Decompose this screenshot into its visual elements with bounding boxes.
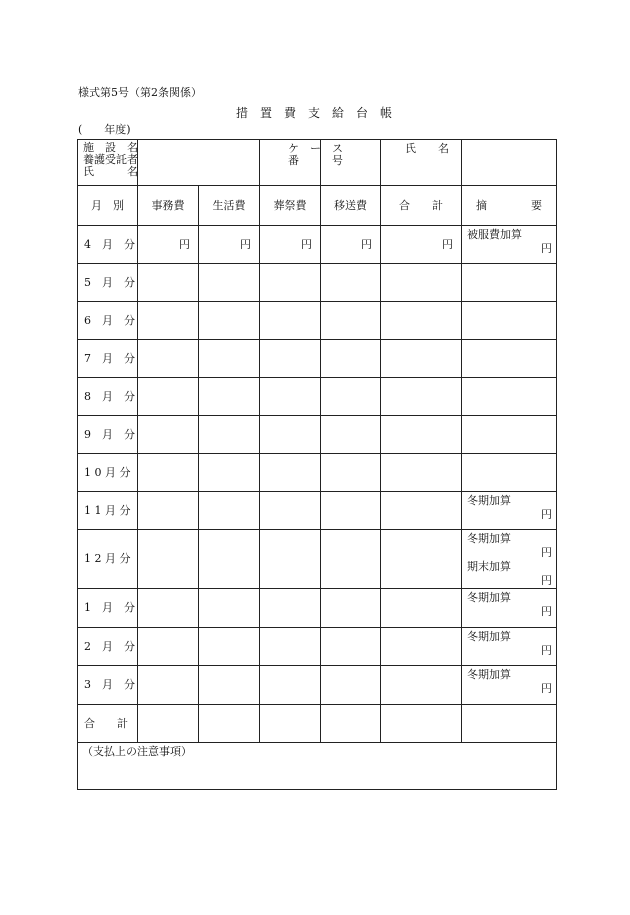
facility-value-cell[interactable]: [138, 140, 260, 186]
transfer-amount-cell[interactable]: [321, 340, 381, 378]
case-number-label-line: ケ ー ス: [288, 142, 343, 155]
month-row: [78, 416, 557, 454]
month-label: 1 月 分: [78, 589, 138, 628]
living-amount-cell[interactable]: [199, 378, 260, 416]
living-amount-cell[interactable]: [199, 454, 260, 492]
month-row: [78, 340, 557, 378]
month-row: [78, 378, 557, 416]
transfer-amount-cell[interactable]: [321, 666, 381, 705]
office-amount-cell[interactable]: [138, 492, 199, 530]
funeral-amount-cell[interactable]: [260, 589, 321, 628]
payment-notes-label: （支払上の注意事項）: [82, 745, 192, 758]
funeral-amount-cell[interactable]: 円: [260, 226, 321, 264]
remarks-cell[interactable]: [462, 226, 557, 264]
grand-total-transfer-cell[interactable]: [321, 705, 381, 743]
living-amount-cell[interactable]: [199, 589, 260, 628]
remarks-cell[interactable]: [462, 264, 557, 302]
office-amount-cell[interactable]: [138, 628, 199, 666]
payment-notes-row: [78, 743, 557, 790]
total-amount-cell[interactable]: [381, 454, 462, 492]
case-number-label: [260, 140, 343, 186]
remark-yen-mark: 円: [541, 242, 552, 255]
remark-label: 冬期加算: [467, 630, 511, 643]
living-amount-cell[interactable]: [199, 264, 260, 302]
total-amount-cell[interactable]: [381, 416, 462, 454]
name-label-text: 氏 名: [405, 142, 449, 155]
remark-yen-mark: 円: [541, 574, 552, 587]
office-amount-cell[interactable]: [138, 589, 199, 628]
facility-label-line: 施 設 名: [83, 141, 138, 154]
column-header-row: [78, 186, 557, 226]
column-header-funeral: 葬祭費: [260, 186, 321, 226]
column-header-remarks: 摘 要: [462, 186, 557, 226]
office-amount-cell[interactable]: [138, 454, 199, 492]
remark-label: 冬期加算: [467, 668, 511, 681]
funeral-amount-cell[interactable]: [260, 378, 321, 416]
remark-yen-mark: 円: [541, 546, 552, 559]
transfer-amount-cell[interactable]: [321, 628, 381, 666]
column-header-office: 事務費: [138, 186, 199, 226]
total-amount-cell[interactable]: [381, 264, 462, 302]
transfer-amount-cell[interactable]: [321, 492, 381, 530]
month-row: [78, 492, 557, 530]
remark-yen-mark: 円: [541, 644, 552, 657]
column-header-transfer: 移送費: [321, 186, 381, 226]
funeral-amount-cell[interactable]: [260, 628, 321, 666]
total-amount-cell[interactable]: [381, 589, 462, 628]
remarks-cell[interactable]: [462, 492, 557, 530]
form-number: 様式第5号（第2条関係）: [78, 86, 202, 99]
column-header-month: 月 別: [78, 186, 138, 226]
remarks-cell[interactable]: [462, 340, 557, 378]
remarks-cell[interactable]: [462, 302, 557, 340]
living-amount-cell[interactable]: [199, 340, 260, 378]
transfer-amount-cell[interactable]: [321, 454, 381, 492]
month-label: 1 1 月 分: [78, 492, 138, 530]
month-row: [78, 264, 557, 302]
remarks-cell[interactable]: [462, 666, 557, 705]
remark-label: 冬期加算: [467, 494, 511, 507]
name-label: [381, 140, 462, 186]
remarks-cell[interactable]: [462, 454, 557, 492]
document-title: 措 置 費 支 給 台 帳: [236, 106, 393, 120]
month-label: 3 月 分: [78, 666, 138, 705]
remark-yen-mark: 円: [541, 508, 552, 521]
month-row: [78, 628, 557, 666]
remark-yen-mark: 円: [541, 682, 552, 695]
grand-total-funeral-cell[interactable]: [260, 705, 321, 743]
total-amount-cell[interactable]: [381, 378, 462, 416]
info-row: [78, 140, 557, 186]
office-amount-cell[interactable]: [138, 378, 199, 416]
living-amount-cell[interactable]: [199, 530, 260, 589]
total-amount-cell[interactable]: 円: [381, 226, 462, 264]
name-value-cell[interactable]: [462, 140, 557, 186]
remarks-cell[interactable]: [462, 628, 557, 666]
funeral-amount-cell[interactable]: [260, 666, 321, 705]
grand-total-living-cell[interactable]: [199, 705, 260, 743]
remarks-cell[interactable]: [462, 416, 557, 454]
grand-total-row: [78, 705, 557, 743]
funeral-amount-cell[interactable]: [260, 530, 321, 589]
office-amount-cell[interactable]: [138, 530, 199, 589]
month-label: 4 月 分: [78, 226, 138, 264]
month-row: [78, 226, 557, 264]
transfer-amount-cell[interactable]: [321, 530, 381, 589]
funeral-amount-cell[interactable]: [260, 492, 321, 530]
remarks-cell[interactable]: [462, 378, 557, 416]
payment-notes-cell[interactable]: [78, 743, 557, 790]
office-amount-cell[interactable]: [138, 302, 199, 340]
remarks-cell[interactable]: [462, 530, 557, 589]
transfer-amount-cell[interactable]: [321, 378, 381, 416]
living-amount-cell[interactable]: [199, 416, 260, 454]
month-label: 1 2 月 分: [78, 530, 138, 589]
office-amount-cell[interactable]: [138, 340, 199, 378]
living-amount-cell[interactable]: [199, 302, 260, 340]
month-label: 2 月 分: [78, 628, 138, 666]
living-amount-cell[interactable]: 円: [199, 226, 260, 264]
remark-label: 被服費加算: [467, 228, 522, 241]
column-header-total: 合 計: [381, 186, 462, 226]
funeral-amount-cell[interactable]: [260, 454, 321, 492]
month-label: 1 0 月 分: [78, 454, 138, 492]
month-label: 6 月 分: [78, 302, 138, 340]
remarks-cell[interactable]: [462, 589, 557, 628]
remark-label: 期末加算: [467, 560, 511, 573]
living-amount-cell[interactable]: [199, 666, 260, 705]
month-row: [78, 454, 557, 492]
grand-total-remarks-cell[interactable]: [462, 705, 557, 743]
grand-total-sum-cell[interactable]: [381, 705, 462, 743]
payment-ledger-table: [77, 139, 557, 790]
case-number-label-line: 番 号: [288, 154, 343, 167]
funeral-amount-cell[interactable]: [260, 416, 321, 454]
total-amount-cell[interactable]: [381, 492, 462, 530]
total-amount-cell[interactable]: [381, 302, 462, 340]
total-amount-cell[interactable]: [381, 530, 462, 589]
remark-label: 冬期加算: [467, 591, 511, 604]
transfer-amount-cell[interactable]: 円: [321, 226, 381, 264]
funeral-amount-cell[interactable]: [260, 340, 321, 378]
grand-total-label: 合 計: [78, 705, 138, 743]
fiscal-year-field[interactable]: ( 年度): [78, 123, 131, 136]
office-amount-cell[interactable]: 円: [138, 226, 199, 264]
office-amount-cell[interactable]: [138, 416, 199, 454]
living-amount-cell[interactable]: [199, 628, 260, 666]
month-label: 9 月 分: [78, 416, 138, 454]
transfer-amount-cell[interactable]: [321, 416, 381, 454]
month-label: 7 月 分: [78, 340, 138, 378]
month-row: [78, 666, 557, 705]
month-row: [78, 302, 557, 340]
grand-total-office-cell[interactable]: [138, 705, 199, 743]
office-amount-cell[interactable]: [138, 264, 199, 302]
total-amount-cell[interactable]: [381, 628, 462, 666]
total-amount-cell[interactable]: [381, 340, 462, 378]
facility-label-line: 養護受託者: [83, 153, 138, 166]
office-amount-cell[interactable]: [138, 666, 199, 705]
funeral-amount-cell[interactable]: [260, 302, 321, 340]
month-label: 8 月 分: [78, 378, 138, 416]
remark-label: 冬期加算: [467, 532, 511, 545]
facility-label: [78, 140, 138, 186]
funeral-amount-cell[interactable]: [260, 264, 321, 302]
column-header-living: 生活費: [199, 186, 260, 226]
transfer-amount-cell[interactable]: [321, 302, 381, 340]
remark-yen-mark: 円: [541, 605, 552, 618]
transfer-amount-cell[interactable]: [321, 589, 381, 628]
transfer-amount-cell[interactable]: [321, 264, 381, 302]
month-row: [78, 530, 557, 589]
month-row: [78, 589, 557, 628]
total-amount-cell[interactable]: [381, 666, 462, 705]
month-label: 5 月 分: [78, 264, 138, 302]
living-amount-cell[interactable]: [199, 492, 260, 530]
facility-label-line: 氏 名: [83, 165, 138, 178]
